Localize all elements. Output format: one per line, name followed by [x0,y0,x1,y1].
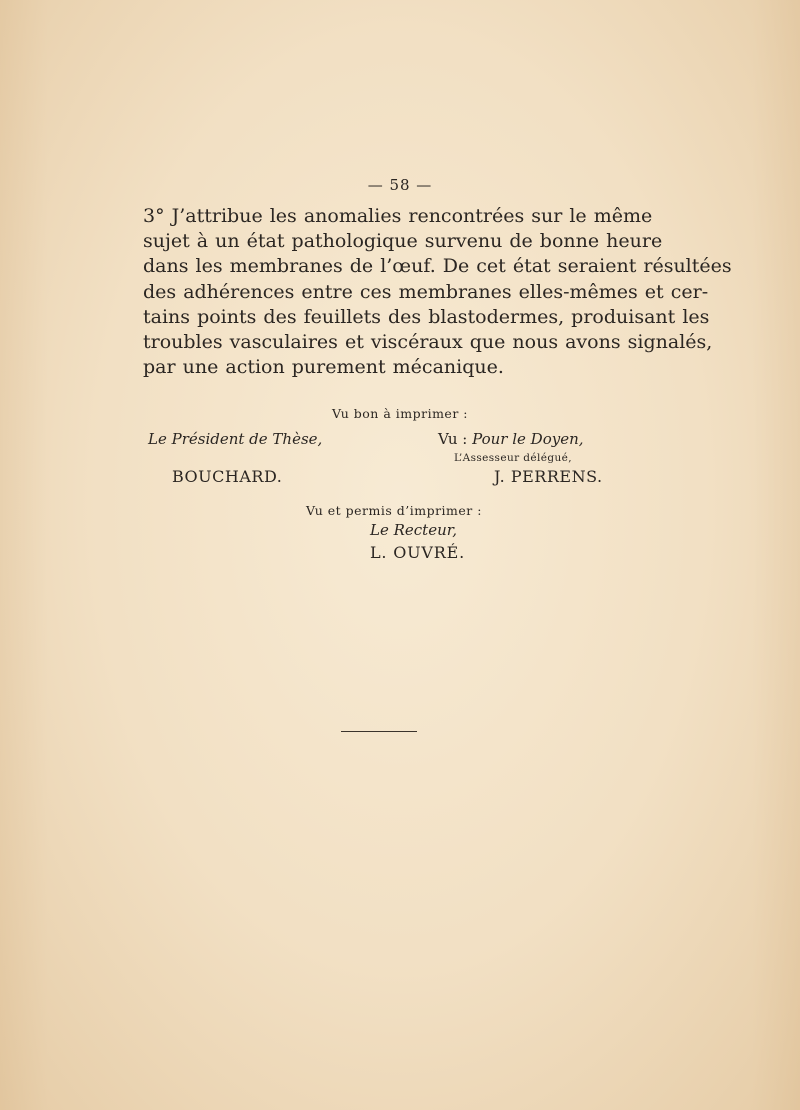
doyen-name: J. PERRENS. [494,467,603,486]
paragraph-line: troubles vasculaires et viscéraux que nous avons signalés, [143,331,713,354]
paragraph-line: sujet à un état pathologique survenu de bonne heure [143,230,663,253]
rector-title: Le Recteur, [370,521,458,539]
doyen-title: Pour le Doyen, [472,430,584,448]
paragraph-line: tains points des feuillets des blastodermes, produisant les [143,305,710,328]
president-name: BOUCHARD. [172,467,283,486]
body-paragraph [143,204,732,380]
doyen-prefix: Vu : [438,430,473,448]
paragraph-line: dans les membranes de l’œuf. De cet état seraient résultées [143,255,732,278]
paragraph-line: des adhérences entre ces membranes elles-mêmes et cer- [143,280,709,303]
paragraph-line: par une action purement mécanique. [143,356,504,379]
doyen-title-line [438,430,584,448]
approval-heading: Vu bon à imprimer : [332,406,468,421]
page-number: — 58 — [367,176,433,194]
rector-name: L. OUVRÉ. [370,543,465,562]
divider-rule [341,731,417,732]
president-title: Le Président de Thèse, [148,430,323,448]
paragraph-line: 3° J’attribue les anomalies rencontrées sur le même [143,205,653,227]
permit-label: Vu et permis d’imprimer : [306,503,482,518]
assessor-label: L’Assesseur délégué, [454,452,573,464]
